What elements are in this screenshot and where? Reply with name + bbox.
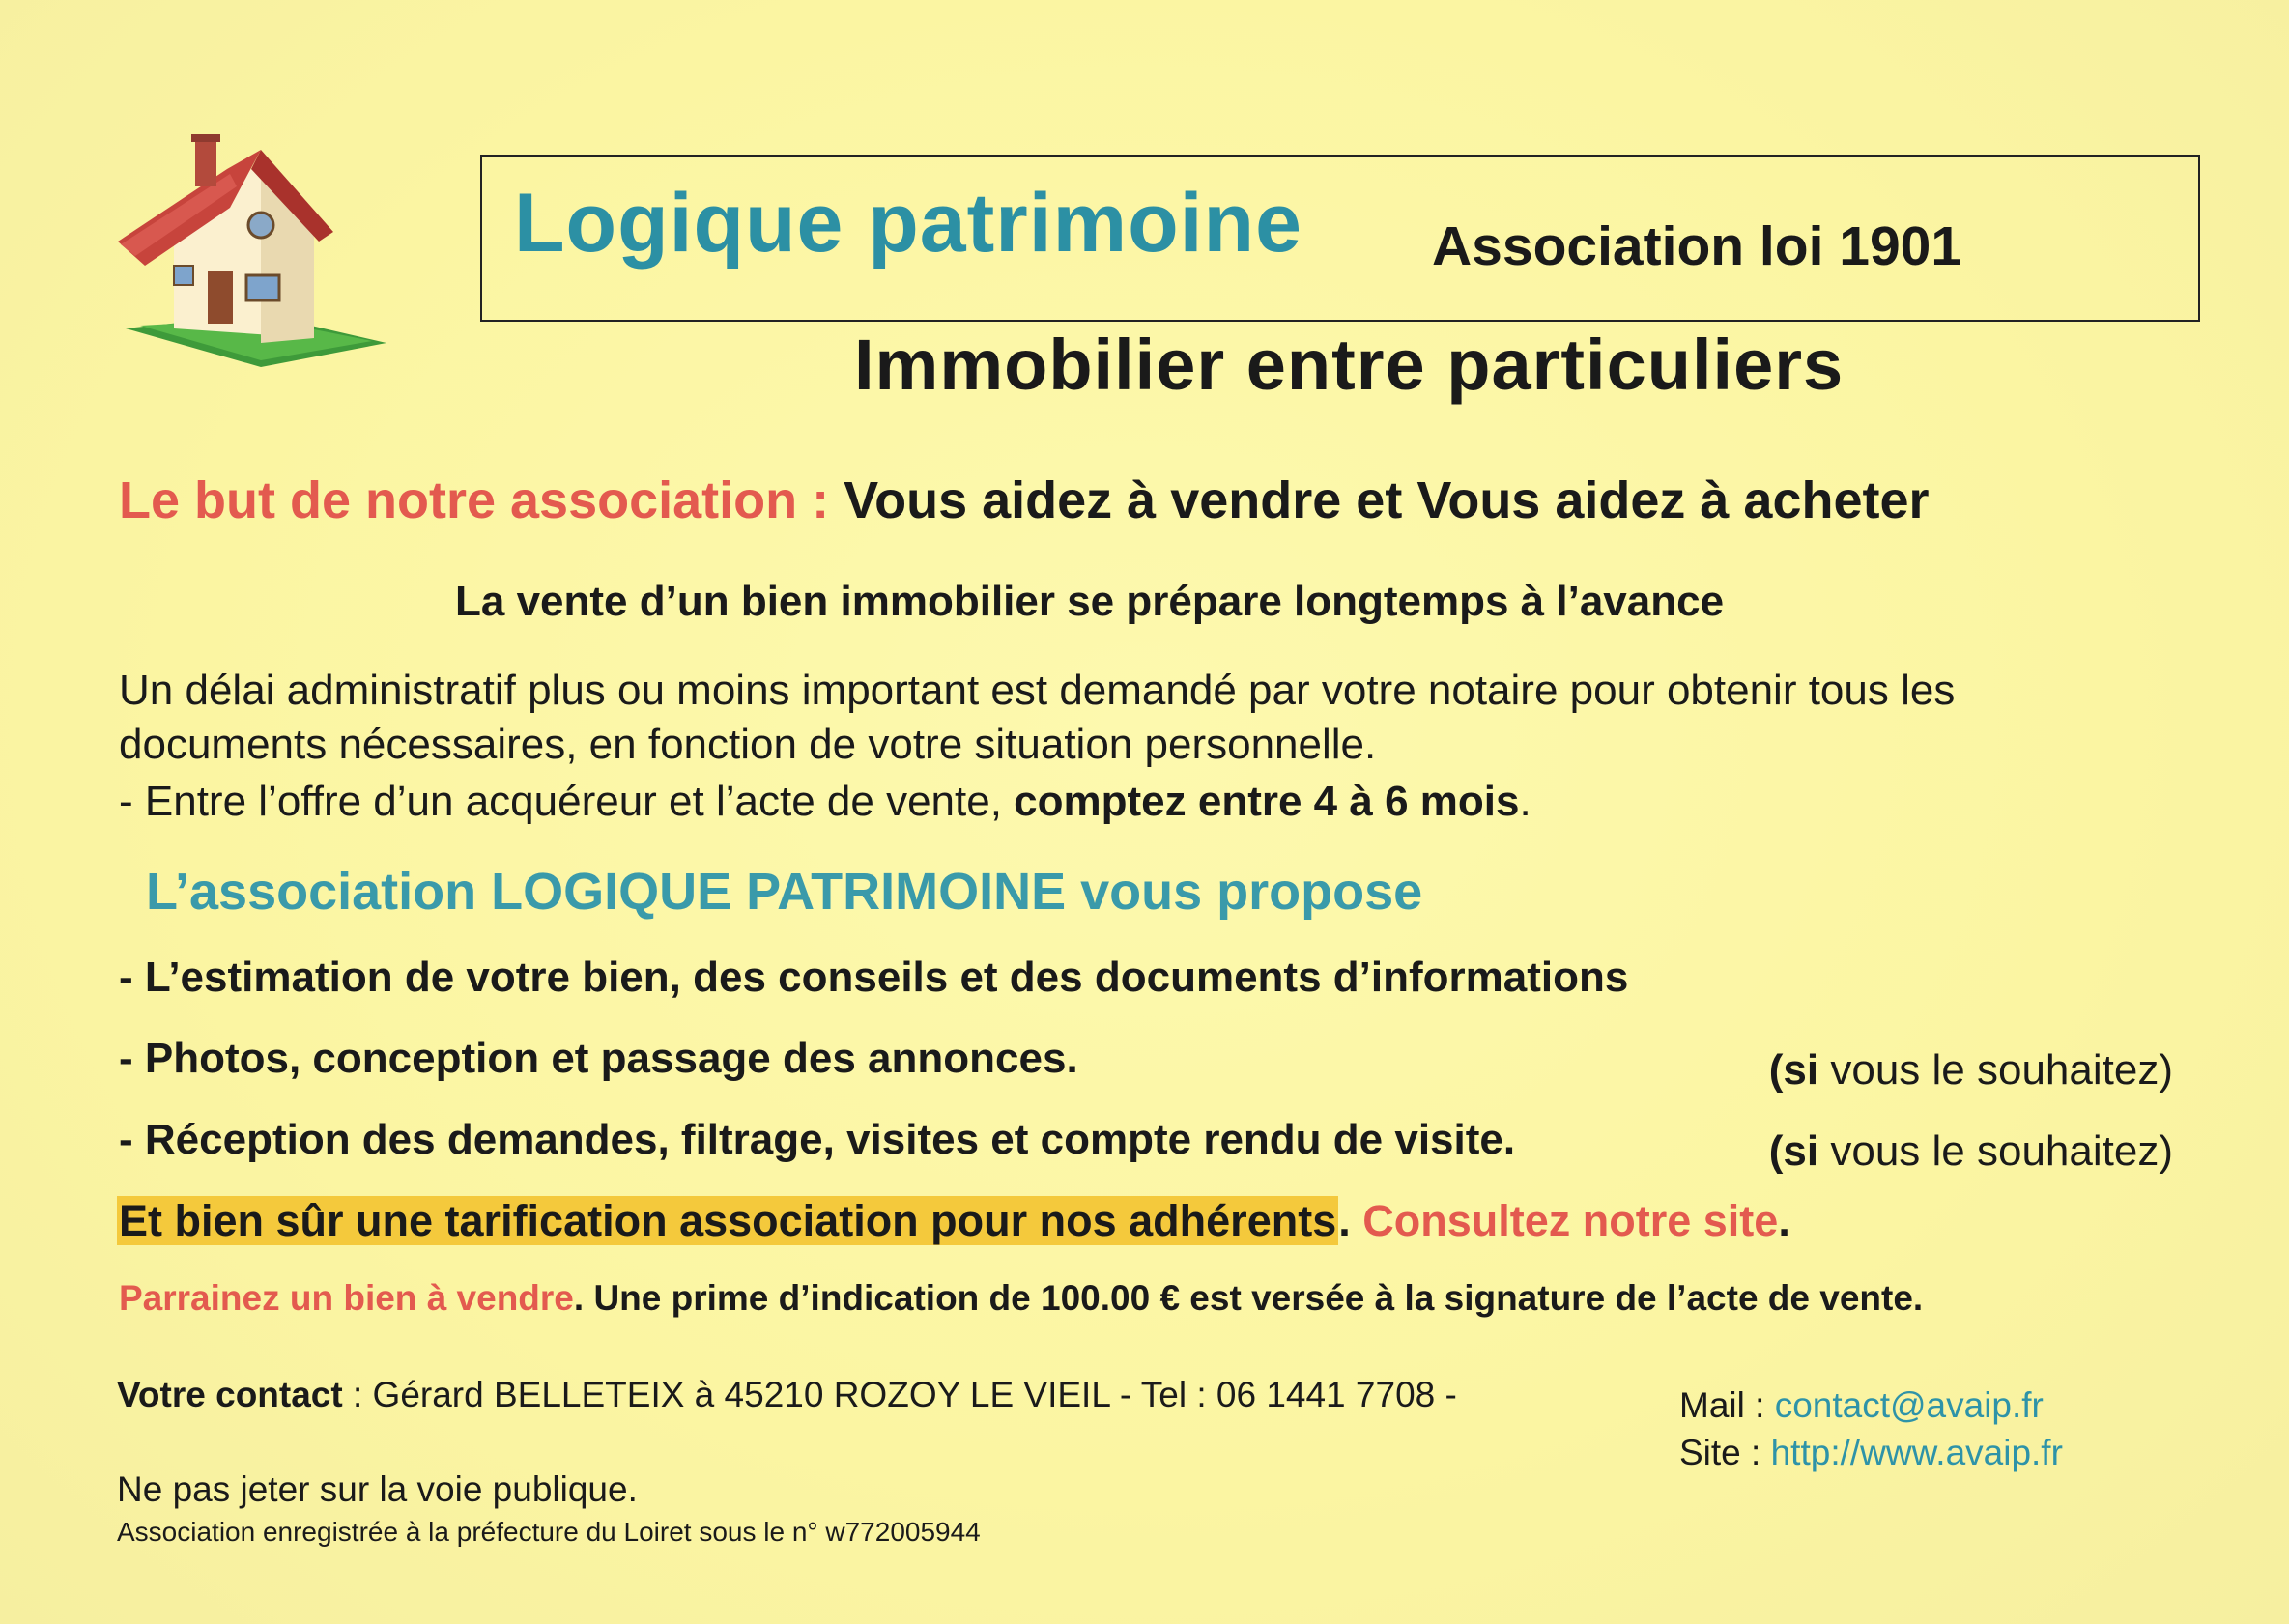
delay-line-3-prefix: - Entre l’offre d’un acquéreur et l’acte de vente, xyxy=(119,778,1015,825)
site-link[interactable]: http://www.avaip.fr xyxy=(1770,1433,2063,1472)
referral-line xyxy=(119,1278,1923,1319)
optional-prefix: (si xyxy=(1768,1127,1819,1175)
preparation-heading: La vente d’un bien immobilier se prépare longtemps à l’avance xyxy=(455,578,1725,625)
service-item: - L’estimation de votre bien, des conseils et des documents d’informations xyxy=(119,954,1629,1001)
consult-site-link[interactable]: Consultez notre site xyxy=(1362,1196,1779,1245)
house-icon xyxy=(116,121,396,382)
contact-line xyxy=(117,1375,1457,1415)
referral-label: Parrainez un bien à vendre xyxy=(119,1278,574,1318)
mail-label: Mail : xyxy=(1679,1385,1775,1425)
pricing-separator: . xyxy=(1338,1196,1363,1245)
contact-details: : Gérard BELLETEIX à 45210 ROZOY LE VIEIL - Tel : 06 1441 7708 - xyxy=(342,1375,1457,1414)
service-item: - Réception des demandes, filtrage, visites et compte rendu de visite. xyxy=(119,1116,1516,1163)
site-line xyxy=(1679,1433,2063,1473)
delay-line-3 xyxy=(119,778,1531,826)
delay-line-3-suffix: . xyxy=(1519,778,1531,825)
delay-duration: comptez entre 4 à 6 mois xyxy=(1014,778,1520,825)
aim-text: Vous aidez à vendre et Vous aidez à acheter xyxy=(844,471,1930,529)
pricing-highlight: Et bien sûr une tarification association pour nos adhérents xyxy=(119,1196,1337,1245)
mail-link[interactable]: contact@avaip.fr xyxy=(1774,1385,2044,1425)
association-type: Association loi 1901 xyxy=(1432,215,1962,277)
optional-prefix: (si xyxy=(1768,1046,1819,1094)
aim-label: Le but de notre association : xyxy=(119,471,830,529)
contact-label: Votre contact xyxy=(117,1375,343,1414)
pricing-line xyxy=(117,1196,1790,1246)
aim-line xyxy=(119,470,1930,530)
proposal-heading: L’association LOGIQUE PATRIMOINE vous propose xyxy=(146,863,1423,921)
page-subtitle: Immobilier entre particuliers xyxy=(854,325,1845,405)
referral-text: . Une prime d’indication de 100.00 € est versée à la signature de l’acte de vente. xyxy=(573,1278,1924,1318)
optional-rest: vous le souhaitez) xyxy=(1818,1127,2173,1175)
mail-line xyxy=(1679,1385,2044,1426)
service-optional-note xyxy=(1769,1046,2173,1095)
service-optional-note xyxy=(1769,1127,2173,1176)
optional-rest: vous le souhaitez) xyxy=(1818,1046,2173,1094)
registration-note: Association enregistrée à la préfecture du Loiret sous le n° w772005944 xyxy=(117,1517,981,1547)
delay-line-2: documents nécessaires, en fonction de votre situation personnelle. xyxy=(119,721,1377,768)
footer-notice: Ne pas jeter sur la voie publique. xyxy=(117,1469,638,1509)
site-label: Site : xyxy=(1679,1433,1771,1472)
pricing-end: . xyxy=(1778,1196,1790,1245)
delay-line-1: Un délai administratif plus ou moins important est demandé par votre notaire pour obtenir tous les xyxy=(119,667,1956,714)
page-title: Logique patrimoine xyxy=(514,177,1302,270)
service-item: - Photos, conception et passage des annonces. xyxy=(119,1035,1078,1082)
